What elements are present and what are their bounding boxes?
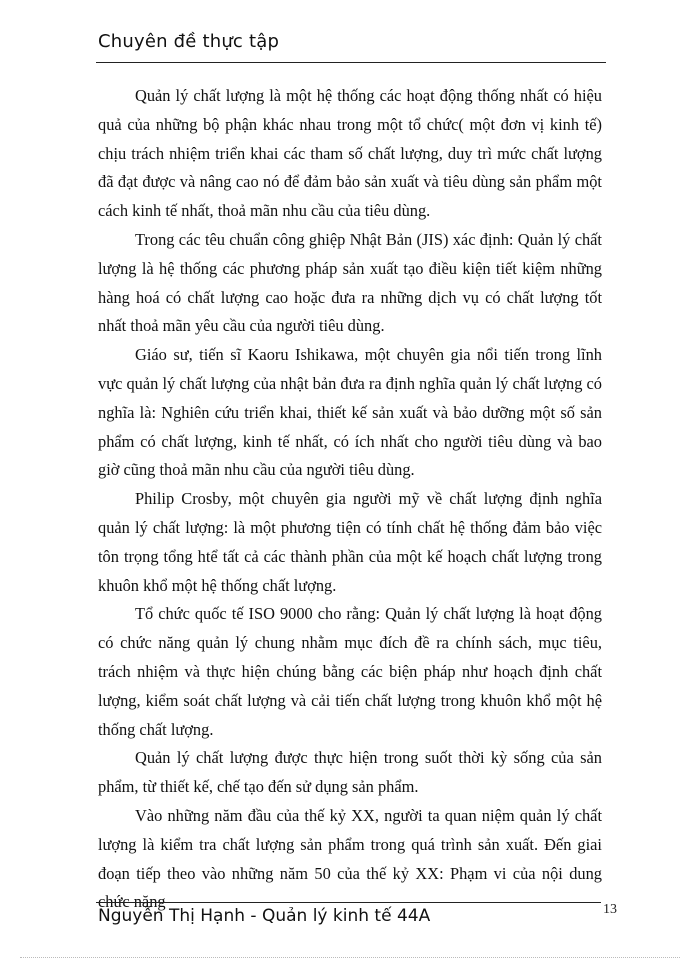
page-number: 13 xyxy=(603,902,617,917)
paragraph: Giáo sư, tiến sĩ Kaoru Ishikawa, một chuyên gia nổi tiến trong lĩnh vực quản lý chất lượng của nhật bản đưa ra định nghĩa quản lý chất lượng có nghĩa là: Nghiên cứu triển khai, thiết kế sản xuất và bảo dưỡng một số sản phẩm có chất lượng, kinh tế nhất, có ích nhất cho người tiêu dùng và bao giờ cũng thoả mãn nhu cầu của người tiêu dùng. xyxy=(98,345,602,480)
paragraph: Trong các têu chuẩn công ghiệp Nhật Bản (JIS) xác định: Quản lý chất lượng là hệ thống các phương pháp sản xuất tạo điều kiện tiết kiệm những hàng hoá có chất lượng cao hoặc đưa ra những dịch vụ có chất lượng tốt nhất thoả mãn yêu cầu của người tiêu dùng. xyxy=(98,229,602,336)
paragraph: Philip Crosby, một chuyên gia người mỹ về chất lượng định nghĩa quản lý chất lượng: là một phương tiện có tính chất hệ thống đảm bảo việc tôn trọng tổng htể tất cả các thành phần của một kế hoạch chất lượng trong khuôn khổ một hệ thống chất lượng. xyxy=(98,489,602,595)
paragraph: Quản lý chất lượng được thực hiện trong suốt thời kỳ sống của sản phẩm, từ thiết kế, chế tạo đến sử dụng sản phẩm. xyxy=(98,748,602,797)
paragraph: Vào những năm đầu của thế kỷ XX, người ta quan niệm quản lý chất lượng là kiểm tra chất lượng sản phẩm trong quá trình sản xuất. Đến giai đoạn tiếp theo vào những năm 50 của thế kỷ XX: Phạm vi của nội dung chức năng xyxy=(98,805,602,912)
header-title: Chuyên đề thực tập xyxy=(98,31,280,52)
body-text xyxy=(98,82,602,917)
page-edge-divider xyxy=(20,957,680,958)
footer-author: Nguyễn Thị Hạnh - Quản lý kinh tế 44A xyxy=(98,906,431,926)
paragraph: Tổ chức quốc tế ISO 9000 cho rằng: Quản lý chất lượng là hoạt động có chức năng quản lý chung nhằm mục đích đề ra chính sách, mục tiêu, trách nhiệm và thực hiện chúng bằng các biện pháp như hoạch định chất lượng, kiểm soát chất lượng và cải tiến chất lượng trong khuôn khổ một hệ thống chất lượng. xyxy=(98,604,602,739)
footer-divider xyxy=(96,902,601,903)
header-divider xyxy=(96,62,606,63)
paragraph: Quản lý chất lượng là một hệ thống các hoạt động thống nhất có hiệu quả của những bộ phận khác nhau trong một tổ chức( một đơn vị kinh tế) chịu trách nhiệm triển khai các tham số chất lượng, duy trì mức chất lượng đã đạt được và nâng cao nó để đảm bảo sản xuất và tiêu dùng sản phẩm một cách kinh tế nhất, thoả mãn nhu cầu của tiêu dùng. xyxy=(98,86,602,221)
